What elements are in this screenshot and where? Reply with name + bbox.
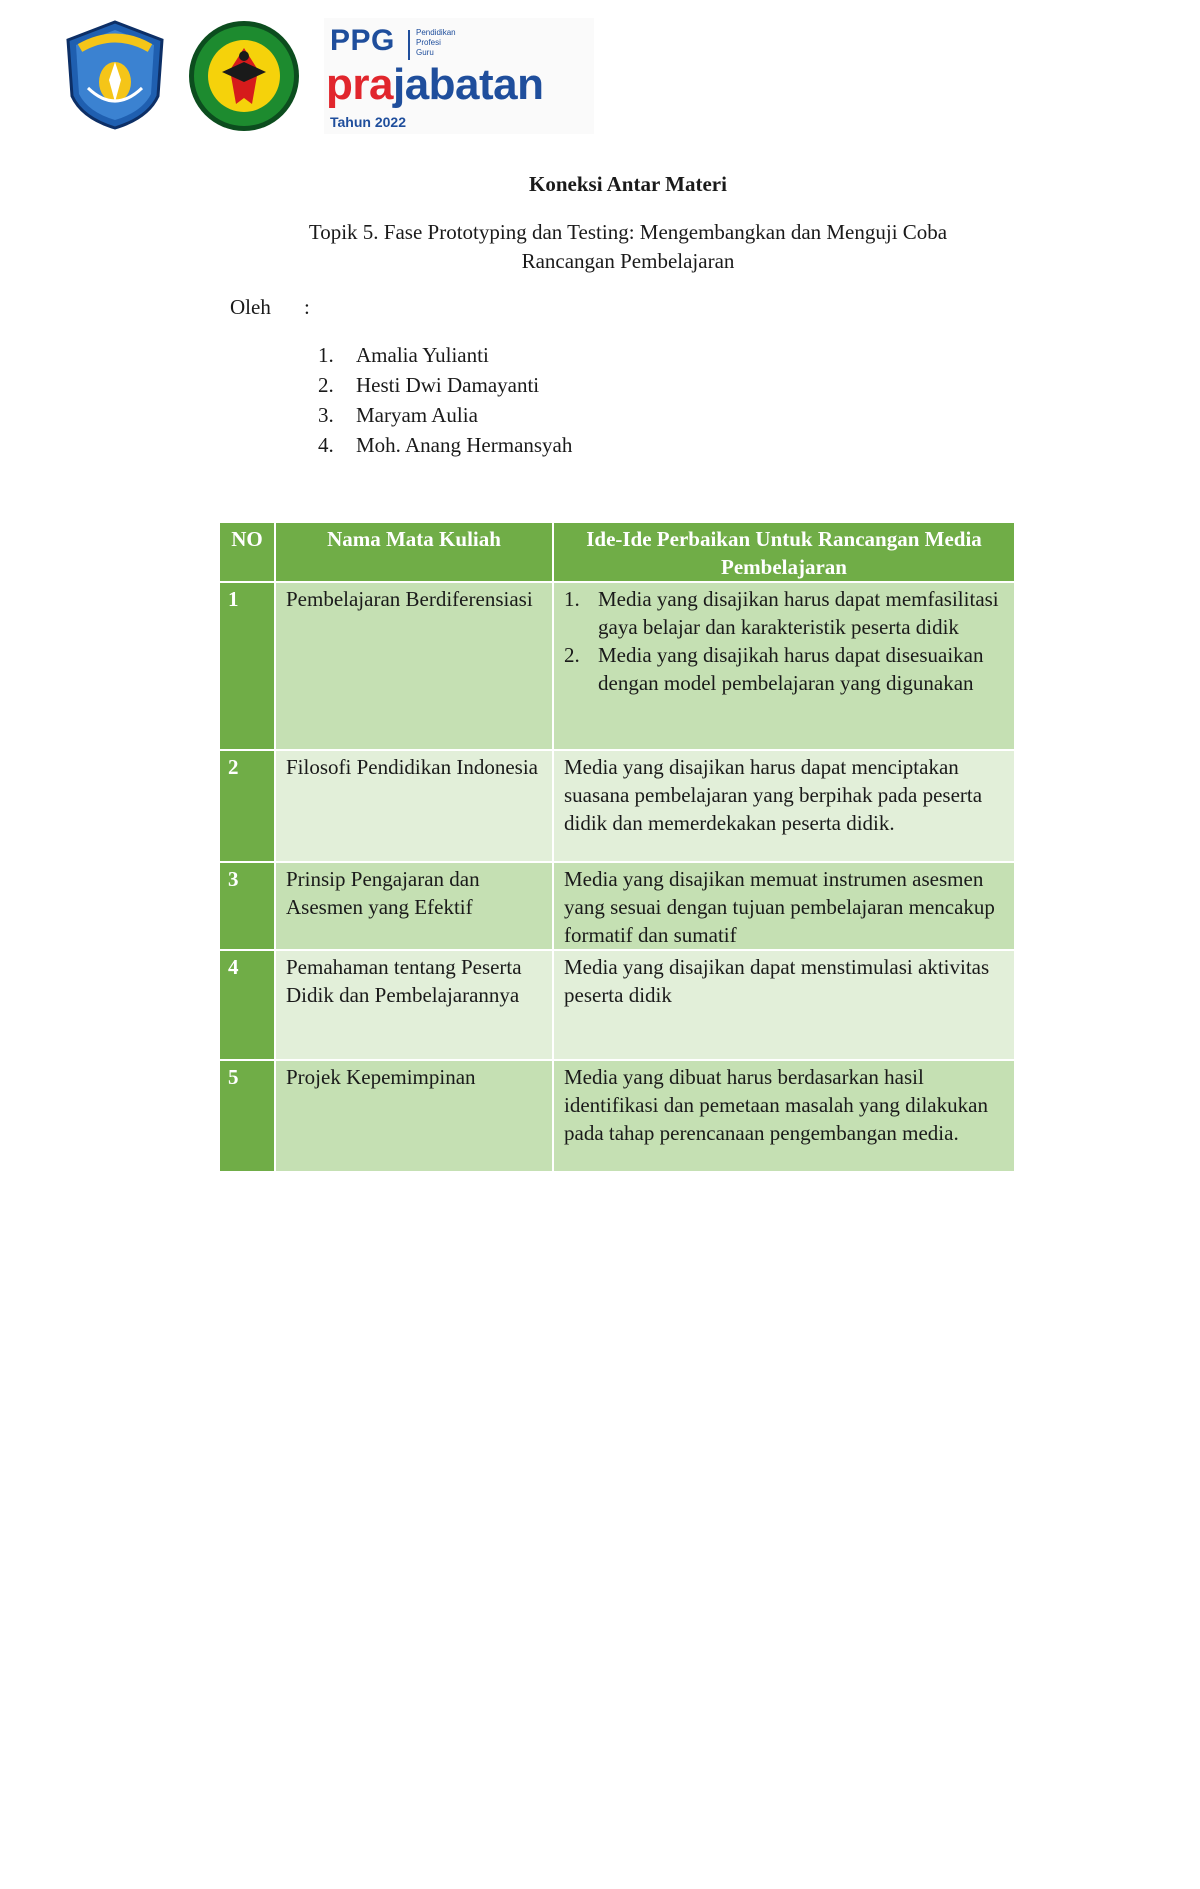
ppg-prajabatan-logo bbox=[324, 18, 594, 134]
author-item: 1. Amalia Yulianti bbox=[318, 343, 489, 367]
ppg-year: Tahun 2022 bbox=[330, 114, 406, 130]
row-number: 1 bbox=[219, 582, 275, 750]
header-no: NO bbox=[219, 522, 275, 582]
row-number: 2 bbox=[219, 750, 275, 862]
logo-header bbox=[58, 14, 598, 134]
document-title: Koneksi Antar Materi bbox=[529, 172, 727, 196]
idea-cell: Media yang disajikan memuat instrumen asesmen yang sesuai dengan tujuan pembelajaran mencakup formatif dan sumatif bbox=[553, 862, 1015, 950]
idea-cell: Media yang disajikan harus dapat menciptakan suasana pembelajaran yang berpihak pada peserta didik dan memerdekakan peserta didik. bbox=[553, 750, 1015, 862]
header-course: Nama Mata Kuliah bbox=[275, 522, 553, 582]
document-subtitle: Topik 5. Fase Prototyping dan Testing: Mengembangkan dan Menguji Coba Rancangan Pembelajaran bbox=[308, 220, 948, 273]
prajabatan-wordmark: prajabatan bbox=[326, 60, 544, 109]
table-row bbox=[219, 1060, 1015, 1172]
table-row bbox=[219, 862, 1015, 950]
course-name: Projek Kepemimpinan bbox=[275, 1060, 553, 1172]
by-label: Oleh : bbox=[230, 295, 310, 319]
row-number: 4 bbox=[219, 950, 275, 1060]
course-ideas-table bbox=[218, 521, 1016, 1173]
idea-list bbox=[564, 585, 1004, 697]
idea-cell: Media yang disajikan dapat menstimulasi aktivitas peserta didik bbox=[553, 950, 1015, 1060]
universitas-palangka-raya-logo bbox=[186, 18, 302, 134]
idea-item: 1. Media yang disajikan harus dapat memfasilitasi gaya belajar dan karakteristik peserta didik bbox=[564, 587, 999, 639]
ppg-small-text: Pendidikan Profesi Guru bbox=[416, 28, 456, 57]
course-name: Pembelajaran Berdiferensiasi bbox=[275, 582, 553, 750]
course-name: Pemahaman tentang Peserta Didik dan Pembelajarannya bbox=[275, 950, 553, 1060]
author-item: 2. Hesti Dwi Damayanti bbox=[318, 373, 540, 397]
table-row bbox=[219, 950, 1015, 1060]
idea-item: 2. Media yang disajikah harus dapat disesuaikan dengan model pembelajaran yang digunakan bbox=[564, 643, 984, 695]
ppg-divider bbox=[408, 30, 410, 60]
table-header-row bbox=[219, 522, 1015, 582]
course-name: Prinsip Pengajaran dan Asesmen yang Efektif bbox=[275, 862, 553, 950]
tut-wuri-handayani-logo bbox=[58, 18, 172, 132]
author-item: 3. Maryam Aulia bbox=[318, 403, 478, 427]
author-item: 4. Moh. Anang Hermansyah bbox=[318, 433, 573, 457]
author-list bbox=[318, 340, 572, 460]
idea-cell: Media yang dibuat harus berdasarkan hasil identifikasi dan pemetaan masalah yang dilakukan pada tahap perencanaan pengembangan media. bbox=[553, 1060, 1015, 1172]
course-name: Filosofi Pendidikan Indonesia bbox=[275, 750, 553, 862]
table-row bbox=[219, 750, 1015, 862]
ppg-wordmark: PPG bbox=[330, 24, 395, 57]
header-ideas: Ide-Ide Perbaikan Untuk Rancangan Media Pembelajaran bbox=[553, 522, 1015, 582]
row-number: 3 bbox=[219, 862, 275, 950]
idea-cell bbox=[553, 582, 1015, 750]
row-number: 5 bbox=[219, 1060, 275, 1172]
table-row bbox=[219, 582, 1015, 750]
